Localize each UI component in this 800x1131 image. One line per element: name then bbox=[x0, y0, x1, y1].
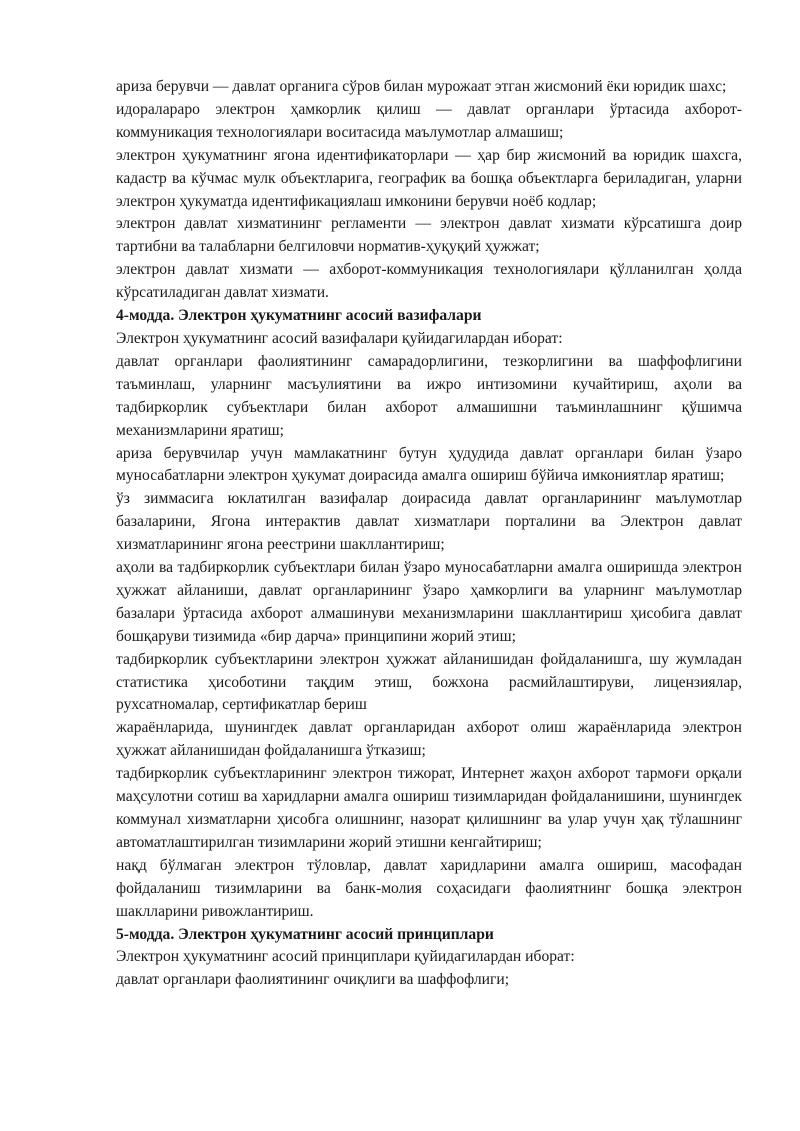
article-4-intro: Электрон ҳукуматнинг асосий вазифалари қуйидагилардан иборат: bbox=[116, 329, 563, 347]
article-4-item-5: тадбиркорлик субъектларини электрон ҳужжат айланишидан фойдаланишга, шу жумладан статистика ҳисоботини тақдим этиш, божхона расмийлаштируви, лицензиялар, рухсатномалар, сертификатлар бериш bbox=[116, 650, 742, 714]
article-4-item-5-continued: жараёнларида, шунингдек давлат органларидан ахборот олиш жараёнларида электрон ҳужжат айланишидан фойдаланишга ўтказиш; bbox=[116, 719, 742, 760]
article-4-item-7: нақд бўлмаган электрон тўловлар, давлат харидларини амалга ошириш, масофадан фойдаланиш тизимларини ва банк-молия соҳасидаги фаолиятнинг бошқа электрон шаклларини ривожлантириш. bbox=[116, 856, 742, 920]
definition-applicant: ариза берувчи — давлат органига сўров билан мурожаат этган жисмоний ёки юридик шахс; bbox=[116, 78, 727, 95]
article-5-item-1: давлат органлари фаолиятининг очиқлиги ва шаффофлиги; bbox=[116, 971, 510, 989]
article-4-item-3: ўз зиммасига юклатилган вазифалар доирасида давлат органларининг маълумотлар базаларини, Ягона интерактив давлат хизматлари порталини ва Электрон давлат хизматларининг ягона реестрини шакллантириш; bbox=[116, 490, 742, 554]
article-5-heading: 5-модда. Электрон ҳукуматнинг асосий принциплари bbox=[116, 925, 494, 943]
article-4-item-6: тадбиркорлик субъектларининг электрон тижорат, Интернет жаҳон ахборот тармоғи орқали маҳсулотни сотиш ва харидларни амалга ошириш тизимларидан фойдаланишини, шунингдек коммунал хизматларни ҳисобга олишнинг, назорат қилишнинг ва улар учун ҳақ тўлашнинг автоматлаштирилган тизимларини жорий этишни кенгайтириш; bbox=[116, 765, 742, 851]
definition-service-regulation: электрон давлат хизматининг регламенти — электрон давлат хизмати кўрсатишга доир тартибни ва талабларни белгиловчи норматив-ҳуқуқий ҳужжат; bbox=[116, 215, 742, 256]
article-4-item-1: давлат органлари фаолиятининг самарадорлигини, тезкорлигини ва шаффофлигини таъминлаш, уларнинг масъулиятини ва ижро интизомини кучайтириш, аҳоли ва тадбиркорлик субъектлари билан ахборот алмашишни таъминлашнинг қўшимча механизмларини яратиш; bbox=[116, 352, 742, 439]
definition-interagency-cooperation: идоралараро электрон ҳамкорлик қилиш — давлат органлари ўртасида ахборот-коммуникация технологиялари воситасида маълумотлар алмашиш; bbox=[116, 100, 742, 141]
article-4-heading: 4-модда. Электрон ҳукуматнинг асосий вазифалари bbox=[116, 307, 482, 325]
definition-unique-identifiers: электрон ҳукуматнинг ягона идентификаторлари — ҳар бир жисмоний ва юридик шахсга, кадастр ва кўчмас мулк объектларига, географик ва бошқа объектларга бериладиган, уларни электрон ҳукуматда идентификациялаш имконини берувчи ноёб кодлар; bbox=[116, 146, 742, 210]
article-4-item-2: ариза берувчилар учун мамлакатнинг бутун ҳудудида давлат органлари билан ўзаро муносабатларни электрон ҳукумат доирасида амалга ошириш бўйича имкониятлар яратиш; bbox=[116, 444, 742, 485]
document-page bbox=[116, 76, 742, 992]
definition-electronic-service: электрон давлат хизмати — ахборот-коммуникация технологиялари қўлланилган ҳолда кўрсатиладиган давлат хизмати. bbox=[116, 261, 742, 302]
article-4-item-4: аҳоли ва тадбиркорлик субъектлари билан ўзаро муносабатларни амалга оширишда электрон ҳужжат айланиши, давлат органларининг ўзаро ҳамкорлиги ва уларнинг маълумотлар базалари ўртасида ахборот алмашинуви механизмларини шакллантириш ҳисобига давлат бошқаруви тизимида «бир дарча» принципини жорий этиш; bbox=[116, 559, 742, 645]
article-5-intro: Электрон ҳукуматнинг асосий принциплари қуйидагилардан иборат: bbox=[116, 948, 575, 966]
